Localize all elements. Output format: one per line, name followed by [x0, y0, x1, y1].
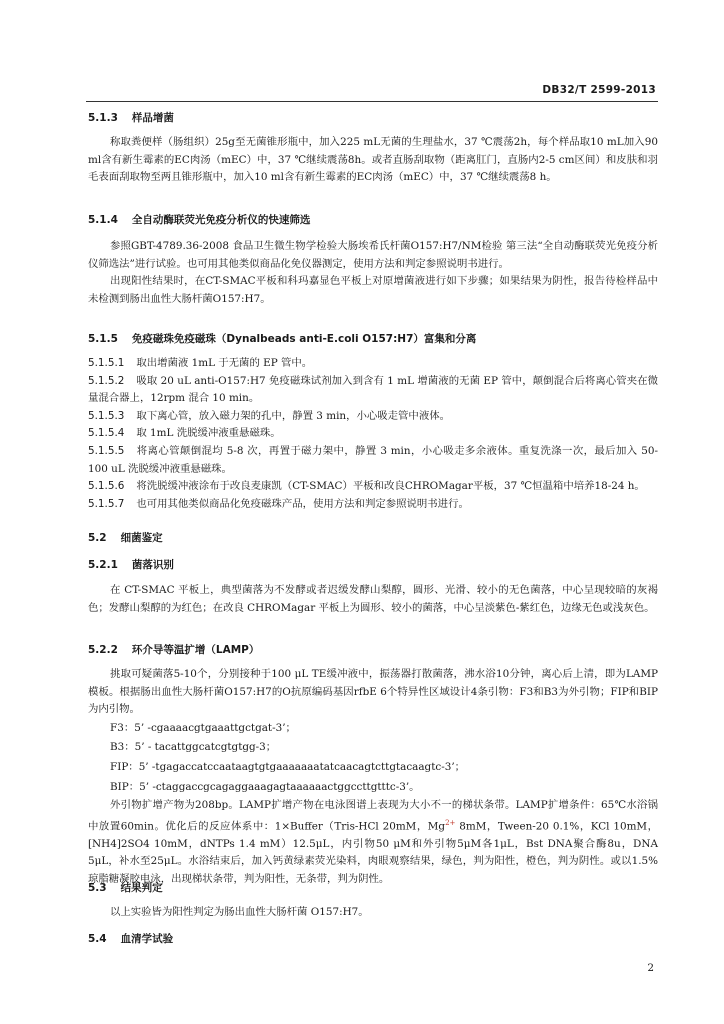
primer-sequence: BIP：5’ -ctaggaccgcagaggaaagagtaaaaaactggccttgtttc-3’。 [110, 780, 420, 793]
section-5-1-3 [88, 110, 658, 187]
list-item: 5.1.5.6 将洗脱缓冲液涂布于改良麦康凯（CT-SMAC）平板和改良CHROMagar平板，37 ℃恒温箱中培养18-24 h。 [88, 480, 645, 493]
list-item: 5.1.5.1 取出增菌液 1mL 于无菌的 EP 管中。 [88, 357, 313, 369]
section-5-2-2 [88, 642, 658, 889]
step-list [88, 355, 658, 513]
section-5-1-5 [88, 331, 658, 513]
section-heading: 5.2 细菌鉴定 [88, 532, 163, 544]
list-item: 5.1.5.2 吸取 20 uL anti-O157:H7 免疫磁珠试剂加入到含有 1 mL 增菌液的无菌 EP 管中，颠倒混合后将离心管夹在微量混合器上，12rpm 混合 10 min。 [88, 374, 658, 405]
header-rule [86, 101, 658, 102]
section-heading: 5.1.5 免疫磁珠免疫磁珠（Dynalbeads anti-E.coli O157:H7）富集和分离 [88, 333, 477, 345]
section-heading: 5.3 结果判定 [88, 882, 163, 894]
section-5-1-4 [88, 212, 658, 308]
paragraph: 挑取可疑菌落5-10个，分别接种于100 μL TE缓冲液中，振荡器打散菌落，沸水浴10分钟，离心后上清，即为LAMP模板。根据肠出血性大肠杆菌O157:H7的O抗原编码基因rfbE 6个特异性区域设计4条引物：F3和B3为外引物；FIP和BIP为内引物。 [88, 668, 658, 716]
section-heading: 5.4 血清学试验 [88, 933, 174, 945]
section-heading: 5.2.2 环介导等温扩增（LAMP） [88, 644, 260, 656]
primer-sequence: FIP：5’ -tgagaccatccaataagtgtgaaaaaaatatcaacagtcttgtacaagtc-3’； [110, 760, 466, 773]
section-5-3 [88, 880, 658, 922]
superscript: 2+ [445, 818, 456, 827]
list-item: 5.1.5.5 将离心管颠倒混均 5-8 次，再置于磁力架中，静置 3 min，小心吸走多余液体。重复洗涤一次，最后加入 50-100 uL 洗脱缓冲液重悬磁珠。 [88, 444, 658, 475]
paragraph: 出现阳性结果时，在CT-SMAC平板和科玛嘉显色平板上对原增菌液进行如下步骤；如果结果为阴性，报告待检样品中未检测到肠出血性大肠杆菌O157:H7。 [88, 275, 658, 305]
list-item: 5.1.5.7 也可用其他类似商品化免疫磁珠产品，使用方法和判定参照说明书进行。 [88, 497, 469, 510]
section-heading: 5.1.4 全自动酶联荧光免疫分析仪的快速筛选 [88, 214, 311, 226]
section-5-2-1 [88, 557, 658, 617]
paragraph: 外引物扩增产物为208bp。LAMP扩增产物在电泳图谱上表现为大小不一的梯状条带。LAMP扩增条件：65℃水浴锅中放置60min。优化后的反应体系中：1×Buffer（Tris-HCl 20mM，$Mg^{2+}$ 8mM，Tween-20 0.1%，KCl 10mM，[NH4]2SO4 10mM，dNTPs 1.4 mM）12.5μL，内引物50 μM和外引物5μM各1μL，Bst DNA聚合酶8u，DNA 5μL，补水至25μL。水浴结束后，加入钙黄绿素荧光染料，肉眼观察结果，绿色，判为阳性，橙色，判为阴性。或以1.5%琼脂糖凝胶电泳，出现梯状条带，判为阳性，无条带，判为阴性。 [88, 799, 659, 885]
list-item: 5.1.5.3 取下离心管，放入磁力架的孔中，静置 3 min，小心吸走管中液体。 [88, 409, 450, 422]
section-heading: 5.2.1 菌落识别 [88, 559, 174, 571]
primer-sequence: B3：5’ - tacattggcatcgtgtgg-3； [110, 741, 277, 754]
list-item: 5.1.5.4 取 1mL 洗脱缓冲液重悬磁珠。 [88, 427, 281, 440]
primer-list [88, 719, 658, 797]
paragraph: 在 CT-SMAC 平板上，典型菌落为不发酵或者迟缓发酵山梨醇，圆形、光滑、较小的无色菌落，中心呈现较暗的灰褐色；发酵山梨醇的为红色；在改良 CHROMagar 平板上为圆形、较小的菌落，中心呈淡紫色-紫红色，边缘无色或浅灰色。 [88, 584, 658, 614]
section-5-4 [88, 931, 658, 947]
section-5-2 [88, 530, 658, 546]
paragraph: 以上实验皆为阳性判定为肠出血性大肠杆菌 O157:H7。 [110, 906, 369, 918]
page-number: 2 [647, 962, 654, 974]
section-heading: 5.1.3 样品增菌 [88, 112, 174, 124]
paragraph: 参照GBT-4789.36-2008 食品卫生微生物学检验大肠埃希氏杆菌O157:H7/NM检验 第三法“全自动酶联荧光免疫分析仪筛选法”进行试验。也可用其他类似商品化免仪器测定，使用方法和判定参照说明书进行。 [88, 240, 658, 270]
document-code: DB32/T 2599-2013 [542, 84, 656, 96]
paragraph: 称取粪便样（肠组织）25g至无菌锥形瓶中，加入225 mL无菌的生理盐水，37 ℃震荡2h，每个样品取10 mL加入90 ml含有新生霉素的EC肉汤（mEC）中，37 ℃继续震荡8h。或者直肠刮取物（距离肛门，直肠内2-5 cm区间）和皮肤和羽毛表面刮取物至两且锥形瓶中，加入10 ml含有新生霉素的EC肉汤（mEC）中，37 ℃继续震荡8 h。 [88, 136, 658, 184]
primer-sequence: F3：5’ -cgaaaacgtgaaattgctgat-3’； [110, 721, 296, 734]
